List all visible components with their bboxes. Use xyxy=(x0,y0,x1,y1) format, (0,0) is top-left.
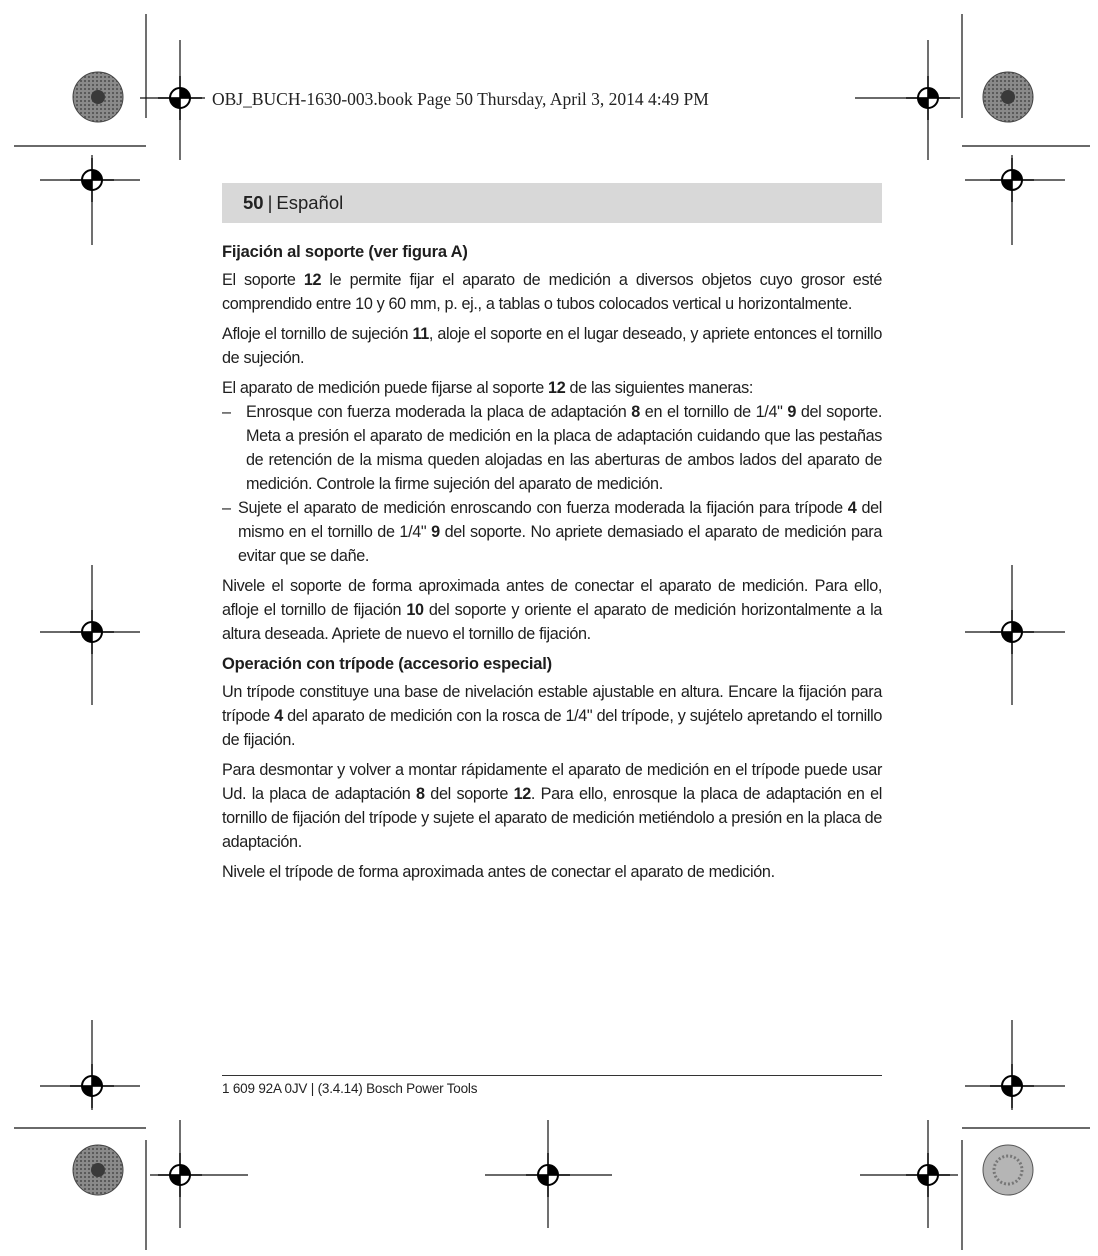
registration-mark-icon xyxy=(70,1064,114,1108)
registration-mark-icon xyxy=(990,158,1034,202)
registration-mark-icon xyxy=(990,610,1034,654)
footer-rule xyxy=(222,1075,882,1076)
bullet-list xyxy=(222,400,882,568)
color-wheel-icon xyxy=(983,1145,1033,1195)
paragraph: Un trípode constituye una base de nivelación estable ajustable en altura. Encare la fijación para trípode 4 del aparato de medición con la rosca de 1/4" del trípode, y sujételo apretando el tornillo de fijación. xyxy=(222,683,883,749)
registration-mark-icon xyxy=(990,1064,1034,1108)
color-wheel-icon xyxy=(983,72,1033,122)
section-heading: Fijación al soporte (ver figura A) xyxy=(222,243,468,261)
list-item: – Sujete el aparato de medición enroscando con fuerza moderada la fijación para trípode 4 del mismo en el tornillo de 1/4" 9 del soporte. No apriete demasiado el aparato de medición para evitar que se dañe. xyxy=(222,499,882,565)
paragraph: El soporte 12 le permite fijar el aparato de medición a diversos objetos cuyo grosor esté comprendido entre 10 y 60 mm, p. ej., a tablas o tubos colocados vertical u horizontalmente. xyxy=(222,271,883,313)
registration-mark-icon xyxy=(526,1153,570,1197)
page-language: Español xyxy=(276,192,344,213)
paragraph: Afloje el tornillo de sujeción 11, aloje el soporte en el lugar deseado, y apriete entonces el tornillo de sujeción. xyxy=(222,325,882,367)
book-header: OBJ_BUCH-1630-003.book Page 50 Thursday, April 3, 2014 4:49 PM xyxy=(212,89,709,109)
paragraph: Nivele el soporte de forma aproximada antes de conectar el aparato de medición. Para ello, afloje el tornillo de fijación 10 del soporte y oriente el aparato de medición horizontalmente a la altura deseada. Apriete de nuevo el tornillo de fijación. xyxy=(222,577,882,643)
color-wheel-icon xyxy=(73,72,123,122)
registration-mark-icon xyxy=(906,76,950,120)
paragraph: Nivele el trípode de forma aproximada antes de conectar el aparato de medición. xyxy=(222,863,775,881)
paragraph: El aparato de medición puede fijarse al soporte 12 de las siguientes maneras: xyxy=(222,379,753,397)
header-separator: | xyxy=(267,192,273,213)
registration-mark-icon xyxy=(70,158,114,202)
registration-mark-icon xyxy=(158,76,202,120)
registration-mark-icon xyxy=(158,1153,202,1197)
registration-mark-icon xyxy=(70,610,114,654)
page-content xyxy=(222,240,882,890)
list-item: – Enrosque con fuerza moderada la placa de adaptación 8 en el tornillo de 1/4" 9 del soporte. Meta a presión el aparato de medición en la placa de adaptación cuidando que las pestañas de retención de la misma queden alojadas en las aberturas de ambos lados del aparato de medición. Controle la firme sujeción del aparato de medición. xyxy=(222,403,882,493)
page-header-bar xyxy=(222,183,882,223)
registration-mark-icon xyxy=(906,1153,950,1197)
page-number: 50 xyxy=(243,192,264,213)
paragraph: Para desmontar y volver a montar rápidamente el aparato de medición en el trípode puede usar Ud. la placa de adaptación 8 del soporte 12. Para ello, enrosque la placa de adaptación en el tornillo de fijación del trípode y sujete el aparato de medición metiéndolo a presión en la placa de adaptación. xyxy=(222,761,882,851)
section-heading: Operación con trípode (accesorio especial) xyxy=(222,655,552,673)
color-wheel-icon xyxy=(73,1145,123,1195)
page-footer: 1 609 92A 0JV | (3.4.14) Bosch Power Tools xyxy=(222,1081,478,1096)
